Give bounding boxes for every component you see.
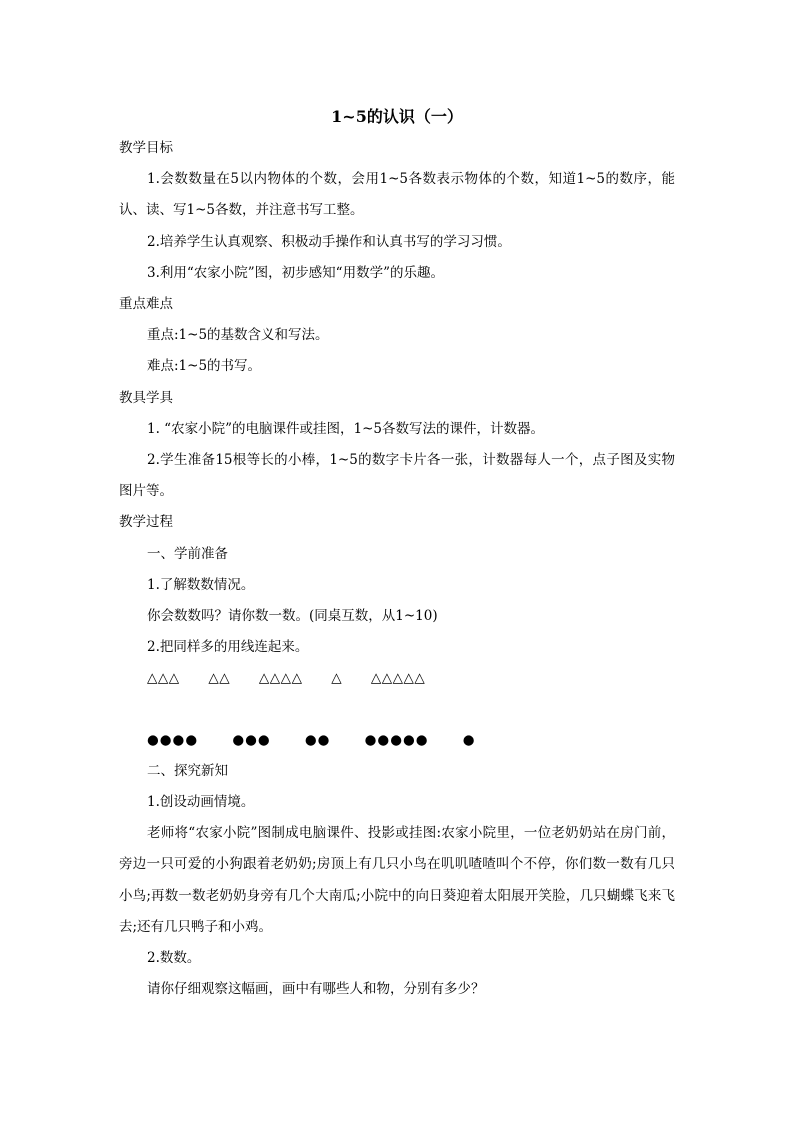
difficulty-paragraph: 难点:1~5的书写。: [147, 358, 262, 375]
triangle-group: △△: [208, 670, 231, 687]
process-paragraph-2: 你会数数吗？请你数一数。(同桌互数，从1~10): [147, 608, 438, 625]
process-paragraph-3: 2.把同样多的用线连起来。: [147, 639, 309, 656]
goal-paragraph-3: 3.利用“农家小院”图，初步感知“用数学”的乐趣。: [147, 264, 444, 281]
dot-group: ●●●: [232, 731, 271, 748]
document-title: 1~5的认识（一）: [331, 107, 463, 126]
goal-paragraph-1: 1.会数数量在5以内物体的个数，会用1~5各数表示物体的个数，知道1~5的数序，能认、读、写1~5各数，并注意书写工整。: [119, 171, 675, 219]
materials-paragraph-2: 2.学生准备15根等长的小棒，1~5的数字卡片各一张，计数器每人一个，点子图及实物图片等。: [119, 452, 675, 500]
process-paragraph-5: 老师将“农家小院”图制成电脑课件、投影或挂图:农家小院里，一位老奶奶站在房门前，旁边一只可爱的小狗跟着老奶奶;房顶上有几只小鸟在叽叽喳喳叫个不停，你们数一数有几只小鸟;再数一数老奶奶身旁有几个大南瓜;小院中的向日葵迎着太阳展开笑脸，几只蝴蝶飞来飞去;还有几只鸭子和小鸡。: [119, 825, 675, 935]
dot-group: ●: [462, 731, 476, 748]
triangle-group: △△△△△: [370, 670, 426, 687]
process-paragraph-4: 1.创设动画情境。: [147, 794, 255, 811]
process-paragraph-7: 请你仔细观察这幅画，画中有哪些人和物，分别有多少？: [147, 981, 485, 998]
process-subheading-2: 二、探究新知: [147, 762, 228, 779]
section-heading-goals: 教学目标: [119, 140, 173, 156]
triangle-group: △△△: [147, 670, 180, 687]
dot-group: ●●●●●: [364, 731, 429, 748]
section-heading-key-points: 重点难点: [119, 296, 173, 313]
process-paragraph-6: 2.数数。: [147, 950, 201, 967]
key-point-paragraph: 重点:1~5的基数含义和写法。: [147, 327, 329, 344]
dot-group: ●●: [304, 731, 331, 748]
triangle-group: △△△△: [258, 670, 303, 687]
goal-paragraph-2: 2.培养学生认真观察、积极动手操作和认真书写的学习习惯。: [147, 233, 511, 250]
dot-groups-row: [119, 725, 675, 756]
blank-line: [119, 695, 675, 725]
document-content: [119, 100, 675, 1005]
section-heading-process: 教学过程: [119, 514, 173, 531]
process-paragraph-1: 1.了解数数情况。: [147, 576, 255, 593]
process-subheading-1: 一、学前准备: [147, 545, 228, 562]
materials-paragraph-1: 1. “农家小院”的电脑课件或挂图，1~5各数写法的课件，计数器。: [147, 420, 544, 437]
triangle-group: △: [331, 670, 343, 687]
dot-group: ●●●●: [147, 731, 199, 748]
section-heading-materials: 教具学具: [119, 389, 173, 406]
triangle-groups-row: [119, 663, 675, 694]
